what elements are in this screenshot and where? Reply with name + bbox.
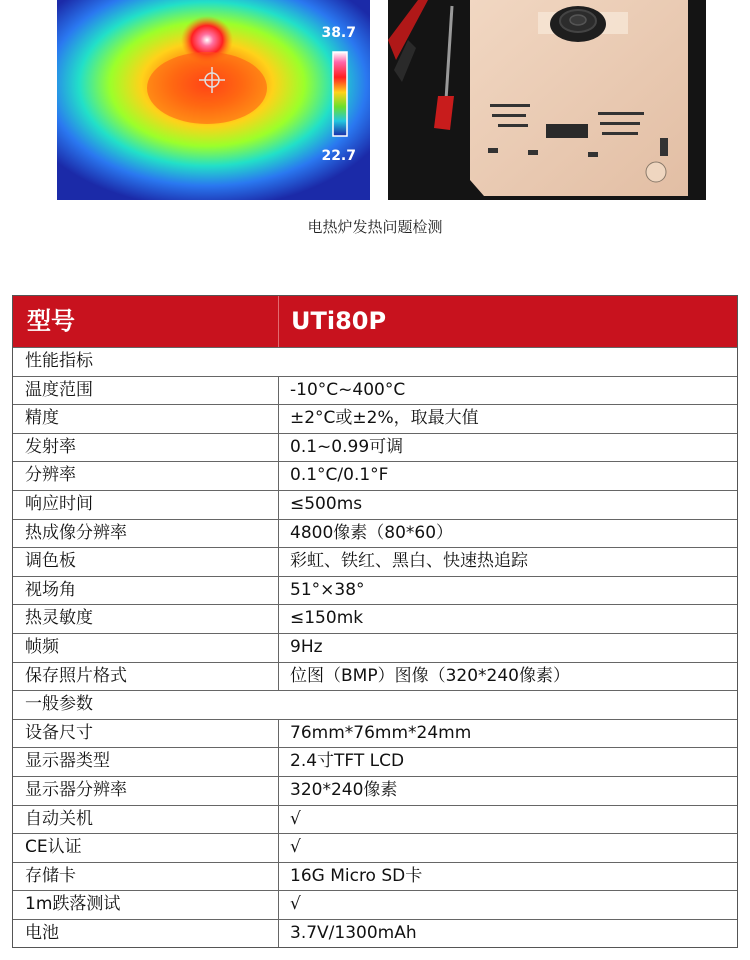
spec-label: 显示器类型: [13, 748, 279, 776]
table-row: [13, 633, 737, 662]
spec-label: 显示器分辨率: [13, 777, 279, 805]
header-label: 型号: [13, 296, 279, 347]
table-row: [13, 404, 737, 433]
spec-value: 3.7V/1300mAh: [290, 922, 417, 943]
spec-label: 热成像分辨率: [13, 520, 279, 548]
section-label: 性能指标: [25, 351, 93, 371]
spec-value: 彩虹、铁红、黑白、快速热追踪: [290, 551, 528, 572]
table-row: [13, 376, 737, 405]
spec-value: 76mm*76mm*24mm: [290, 722, 472, 743]
spec-table: [12, 295, 738, 948]
spec-label: 电池: [13, 920, 279, 948]
table-row: [13, 805, 737, 834]
spec-value: 51°×38°: [290, 579, 365, 600]
spec-label: 保存照片格式: [13, 663, 279, 691]
spec-value: 2.4寸TFT LCD: [290, 751, 405, 772]
thermal-max-temp: 38.7: [321, 25, 356, 41]
thermal-min-temp: 22.7: [321, 148, 356, 164]
spec-label: 1m跌落测试: [13, 891, 279, 919]
table-row: [13, 576, 737, 605]
spec-value: ≤150mk: [290, 608, 364, 629]
spec-value: √: [290, 808, 301, 829]
header-model: UTi80P: [291, 307, 387, 335]
spec-value: 16G Micro SD卡: [290, 865, 423, 886]
spec-value: 位图（BMP）图像（320*240像素）: [290, 665, 570, 686]
table-row: [13, 604, 737, 633]
table-row: [13, 919, 737, 948]
table-row: [13, 490, 737, 519]
spec-value: -10°C~400°C: [290, 379, 406, 400]
table-row: [13, 433, 737, 462]
spec-value: 9Hz: [290, 636, 323, 657]
spec-label: 温度范围: [13, 377, 279, 405]
spec-label: 精度: [13, 405, 279, 433]
table-row: [13, 862, 737, 891]
table-row: [13, 890, 737, 919]
spec-label: 热灵敏度: [13, 605, 279, 633]
table-row: [13, 747, 737, 776]
spec-value: √: [290, 837, 301, 858]
spec-label: 帧频: [13, 634, 279, 662]
table-row: [13, 833, 737, 862]
table-row: [13, 461, 737, 490]
image-caption: 电热炉发热问题检测: [307, 218, 443, 236]
spec-label: 视场角: [13, 577, 279, 605]
spec-label: 分辨率: [13, 462, 279, 490]
table-row: [13, 776, 737, 805]
spec-value: ≤500ms: [290, 493, 363, 514]
spec-label: 发射率: [13, 434, 279, 462]
table-row: [13, 662, 737, 691]
spec-label: 存储卡: [13, 863, 279, 891]
table-row: [13, 547, 737, 576]
section-row: [13, 347, 737, 376]
spec-value: 4800像素（80*60）: [290, 522, 454, 543]
spec-label: 调色板: [13, 548, 279, 576]
spec-label: 响应时间: [13, 491, 279, 519]
thermal-image: [57, 0, 370, 200]
table-row: [13, 519, 737, 548]
spec-value: √: [290, 894, 301, 915]
spec-label: 自动关机: [13, 806, 279, 834]
table-row: [13, 719, 737, 748]
spec-value: 320*240像素: [290, 779, 398, 800]
table-header-row: [13, 296, 737, 347]
section-row: [13, 690, 737, 719]
spec-label: 设备尺寸: [13, 720, 279, 748]
spec-value: 0.1~0.99可调: [290, 436, 404, 457]
spec-label: CE认证: [13, 834, 279, 862]
induction-cooker-photo: [388, 0, 706, 200]
spec-value: ±2°C或±2%，取最大值: [290, 408, 479, 429]
section-label: 一般参数: [25, 694, 93, 715]
spec-value: 0.1°C/0.1°F: [290, 465, 389, 486]
